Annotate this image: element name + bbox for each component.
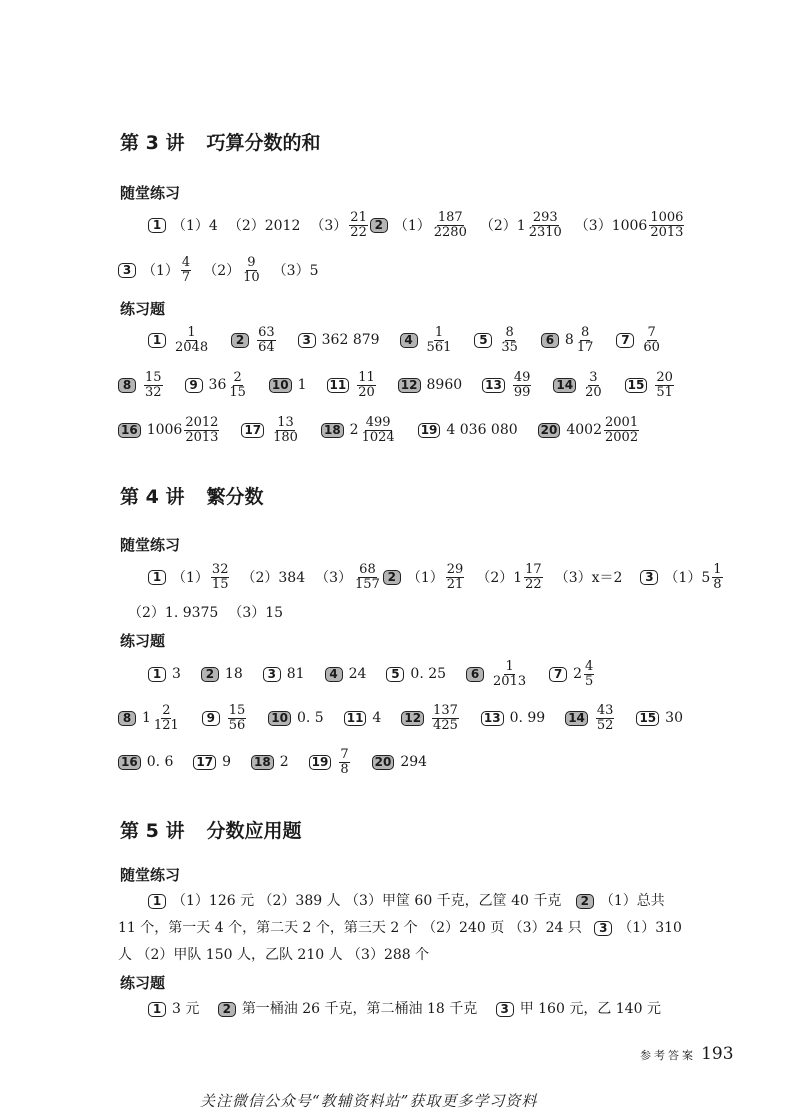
- lesson-4-class-q1-a-fraction: $\frac{32}{15}$: [211, 561, 229, 592]
- lesson-4-practice-q3: 3 81: [263, 666, 305, 682]
- lesson-3-class-q3-b: （2）: [203, 263, 241, 279]
- lesson-4-practice-q4: 4 24: [325, 666, 367, 682]
- lesson-4-practice-q6: 6 $\frac{1}{2013}$: [466, 660, 529, 688]
- lesson-3-practice-q18: 18 2 $\frac{499}{1024}$: [321, 416, 398, 444]
- lesson-4-class-q2-b-fraction: $\frac{17}{22}$: [525, 561, 542, 592]
- lesson-3-practice-q1: 1 $\frac{1}{2048}$: [148, 326, 211, 354]
- lesson-3-practice-q10: 10 1: [269, 377, 307, 393]
- lesson-4-class-row-2: [128, 590, 283, 634]
- lesson-4-practice-q17: 17 9: [193, 754, 231, 770]
- lesson-4-class-q1-a: （1）: [172, 570, 209, 586]
- lesson-3-practice-q5: 5 $\frac{8}{35}$: [474, 326, 521, 354]
- lesson-4-class-q3-a: （1）5: [664, 570, 711, 586]
- lesson-4-class-q2-b: （2）1: [476, 570, 523, 586]
- lesson-4-class-q1-c: （3）: [315, 570, 353, 586]
- lesson-5-class-line-3: [118, 940, 429, 970]
- lesson-4-practice-q9: 9 $\frac{15}{56}$: [202, 704, 249, 732]
- lesson-3-practice-q15: 15 $\frac{20}{51}$: [625, 371, 676, 399]
- lesson-5-practice-q3-number: 3: [496, 1002, 514, 1017]
- lesson-3-practice-q9: 9 36 $\frac{2}{15}$: [185, 371, 249, 399]
- lesson-4-class-q1-b: （2）384: [241, 570, 306, 586]
- lesson-5-title: 分数应用题: [206, 820, 302, 842]
- lesson-4-practice-q14: 14 $\frac{43}{52}$: [565, 704, 616, 732]
- lesson-3-practice-heading: 练习题: [120, 300, 166, 318]
- lesson-4-class-q3-c: （3）15: [228, 605, 284, 621]
- lesson-4-practice-q12: 12 $\frac{137}{425}$: [401, 704, 461, 732]
- lesson-3-practice-q11: 11 $\frac{11}{20}$: [327, 371, 378, 399]
- lesson-5-class-line-1: [148, 886, 665, 916]
- lesson-3-practice-q17: 17 $\frac{13}{180}$: [241, 416, 301, 444]
- lesson-5-practice-q1-text: 3 元: [172, 1001, 200, 1017]
- lesson-5-class-heading: 随堂练习: [120, 866, 181, 884]
- lesson-4-practice-q5: 5 0. 25: [386, 666, 446, 682]
- lesson-3-class-q1-c: （3）: [310, 218, 348, 234]
- lesson-3-practice-q4: 4 $\frac{1}{561}$: [400, 326, 455, 354]
- lesson-5-class-q2-text-b: 11 个，第一天 4 个，第二天 2 个，第三天 2 个 （2）240 页 （3）24 只: [118, 920, 582, 936]
- lesson-4-class-q2-a-fraction: $\frac{29}{21}$: [446, 561, 464, 592]
- lesson-5-class-q2-text-a: （1）总共: [599, 893, 665, 909]
- lesson-3-class-heading: 随堂练习: [120, 184, 181, 202]
- lesson-3-class-q2-a: （1）: [393, 218, 431, 234]
- lesson-5-class-q3-text-a: （1）310: [618, 920, 682, 936]
- lesson-4-practice-heading: 练习题: [120, 632, 166, 650]
- lesson-5-class-q3-number: 3: [594, 921, 612, 936]
- lesson-5-class-q3-text-b: 人 （2）甲队 150 人，乙队 210 人 （3）288 个: [118, 947, 430, 963]
- lesson-4-class-q3-b: （2）1. 9375: [128, 605, 219, 621]
- lesson-4-practice-q20: 20 294: [372, 754, 427, 770]
- footer-label: 参考答案: [640, 1049, 696, 1062]
- lesson-3-class-q3-number: 3: [118, 263, 136, 278]
- lesson-3-practice-row-1: [148, 318, 683, 362]
- lesson-3-class-q3-b-fraction: $\frac{9}{10}$: [243, 254, 260, 285]
- lesson-3-class-q2-b-fraction: $\frac{293}{2310}$: [528, 209, 562, 240]
- lesson-3-class-q3-a-fraction: $\frac{4}{7}$: [181, 254, 191, 285]
- lesson-3-class-q1-a: （1）4: [172, 218, 218, 234]
- lesson-4-practice-q18: 18 2: [251, 754, 289, 770]
- lesson-4-practice-row-1: [148, 652, 616, 696]
- lesson-5-practice-q3-text: 甲 160 元，乙 140 元: [519, 1001, 661, 1017]
- lesson-3-practice-q7: 7 $\frac{7}{60}$: [616, 326, 663, 354]
- lesson-4-practice-q13: 13 0. 99: [481, 710, 545, 726]
- lesson-4-practice-q15: 15 30: [636, 710, 683, 726]
- lesson-3-class-q2-c-fraction: $\frac{1006}{2013}$: [650, 209, 684, 240]
- lesson-4-class-q2-number: 2: [383, 570, 401, 585]
- lesson-4-practice-q8: 8 1 $\frac{2}{121}$: [118, 704, 182, 732]
- lesson-3-class-q2-c: （3）1006: [574, 218, 648, 234]
- lesson-5-practice-q2-text: 第一桶油 26 千克，第二桶油 18 千克: [241, 1001, 478, 1017]
- lesson-3-class-q2-a-fraction: $\frac{187}{2280}$: [433, 209, 467, 240]
- lesson-4-practice-q16: 16 0. 6: [118, 754, 173, 770]
- lesson-3-class-row-1: [148, 203, 686, 247]
- lesson-3-class-q1-number: 1: [148, 218, 166, 233]
- lesson-5-class-q1-text: （1）126 元 （2）389 人 （3）甲筐 60 千克，乙筐 40 千克: [172, 893, 562, 909]
- lesson-4-chapter: 第 4 讲: [120, 486, 185, 508]
- lesson-3-class-q3-c: （3）5: [272, 263, 319, 279]
- lesson-3-class-q2-number: 2: [370, 218, 388, 233]
- lesson-4-class-heading: 随堂练习: [120, 536, 181, 554]
- lesson-4-heading: [120, 482, 263, 509]
- lesson-4-class-q1-number: 1: [148, 570, 166, 585]
- lesson-3-class-q1-b: （2）2012: [227, 218, 301, 234]
- lesson-3-practice-q12: 12 8960: [398, 377, 462, 393]
- lesson-3-chapter: 第 3 讲: [120, 132, 185, 154]
- lesson-4-practice-row-3: [118, 740, 447, 784]
- lesson-5-heading: [120, 816, 301, 843]
- lesson-3-practice-row-2: [118, 363, 696, 407]
- page-number: 193: [701, 1044, 734, 1064]
- lesson-3-practice-q20: 20 4002 $\frac{2001}{2002}$: [538, 416, 641, 444]
- lesson-3-practice-q8: 8 $\frac{15}{32}$: [118, 371, 165, 399]
- lesson-5-chapter: 第 5 讲: [120, 820, 185, 842]
- lesson-3-practice-q6: 6 8 $\frac{8}{17}$: [541, 326, 596, 354]
- lesson-3-practice-q3: 3 362 879: [298, 332, 380, 348]
- lesson-5-practice-q2-number: 2: [218, 1002, 236, 1017]
- lesson-5-class-line-2: [118, 913, 682, 943]
- lesson-4-class-q2-c: （3）x＝2: [554, 570, 623, 586]
- lesson-5-practice-heading: 练习题: [120, 974, 166, 992]
- lesson-5-class-q1-number: 1: [148, 894, 166, 909]
- lesson-3-practice-q14: 14 $\frac{3}{20}$: [553, 371, 604, 399]
- lesson-3-practice-q19: 19 4 036 080: [418, 422, 518, 438]
- lesson-3-class-q3-a: （1）: [142, 263, 179, 279]
- lesson-3-heading: [120, 128, 320, 155]
- lesson-4-practice-row-2: [118, 696, 703, 740]
- lesson-4-class-q2-a: （1）: [406, 570, 444, 586]
- lesson-4-class-q1-c-fraction: $\frac{68}{157}$: [355, 561, 380, 592]
- lesson-4-practice-q2: 2 18: [201, 666, 243, 682]
- lesson-3-practice-row-3: [118, 408, 661, 452]
- lesson-4-class-q3-a-fraction: $\frac{1}{8}$: [713, 561, 722, 592]
- lesson-3-practice-q16: 16 1006 $\frac{2012}{2013}$: [118, 416, 221, 444]
- lesson-4-practice-q19: 19 $\frac{7}{8}$: [309, 748, 352, 776]
- lesson-4-class-q3-number: 3: [640, 570, 658, 585]
- lesson-4-practice-q7: 7 2 $\frac{4}{5}$: [549, 660, 596, 688]
- watermark-text: 关注微信公众号“教辅资料站”获取更多学习资料: [200, 1092, 538, 1110]
- lesson-3-class-q1-c-fraction: $\frac{21}{22}$: [350, 209, 367, 240]
- lesson-3-title: 巧算分数的和: [206, 132, 321, 154]
- page-footer: [640, 1044, 734, 1064]
- lesson-5-practice-q1-number: 1: [148, 1002, 166, 1017]
- lesson-4-practice-q11: 11 4: [344, 710, 382, 726]
- lesson-3-practice-q2: 2 $\frac{63}{64}$: [231, 326, 278, 354]
- lesson-5-practice-line-1: [148, 994, 661, 1024]
- lesson-4-practice-q1: 1 3: [148, 666, 181, 682]
- lesson-3-class-row-2: [118, 248, 319, 292]
- lesson-3-practice-q13: 13 $\frac{49}{99}$: [482, 371, 533, 399]
- lesson-3-class-q2-b: （2）1: [479, 218, 526, 234]
- lesson-4-practice-q10: 10 0. 5: [268, 710, 323, 726]
- lesson-5-class-q2-number: 2: [576, 894, 594, 909]
- lesson-4-title: 繁分数: [206, 486, 264, 508]
